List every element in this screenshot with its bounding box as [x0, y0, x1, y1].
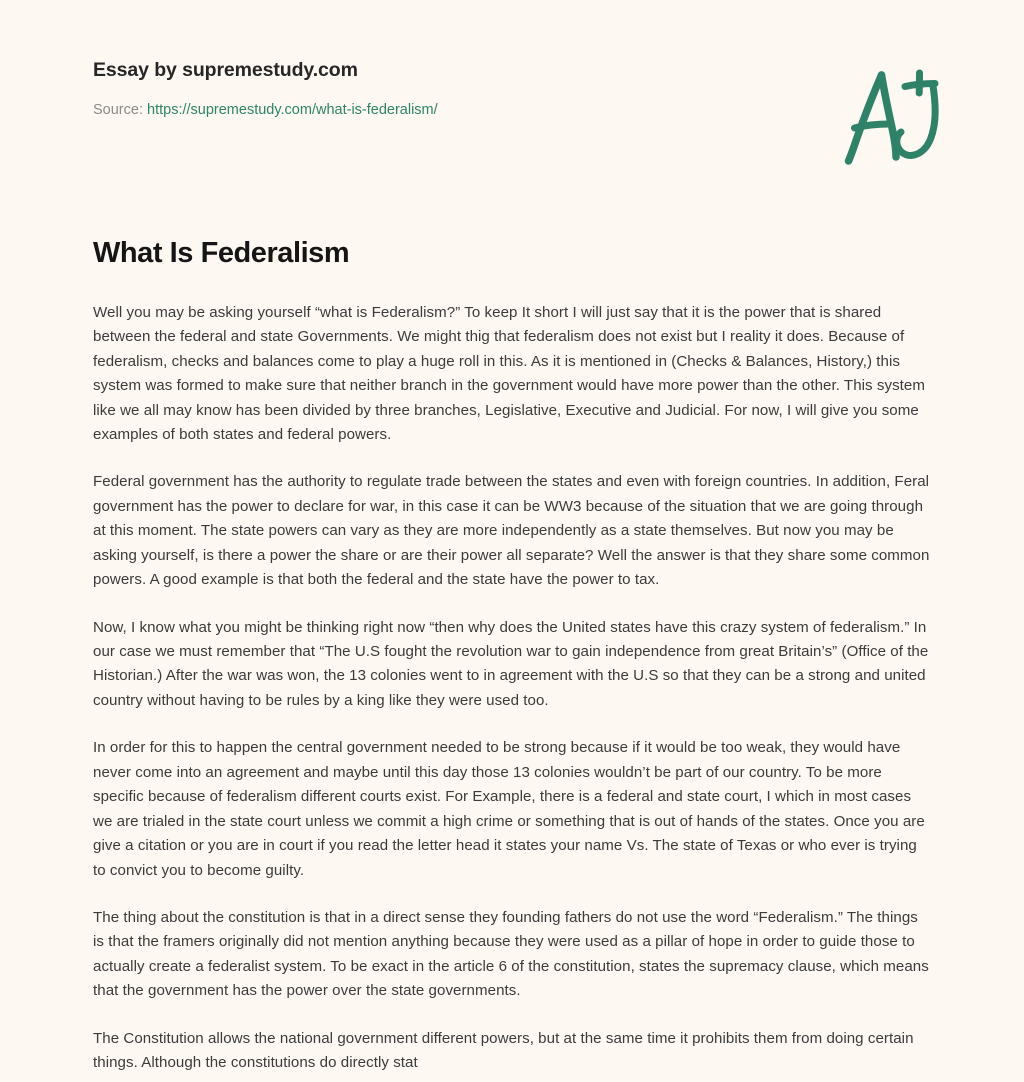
source-line	[93, 101, 931, 120]
paragraph: Federal government has the authority to regulate trade between the states and even with foreign countries. In addition, Feral government has the power to declare for war, in this case it can be WW3 because of the situation that we are going through at this moment. The state powers can vary as they are more independently as a state themselves. But now you may be asking yourself, is there a power the share or are their power all separate? Well the answer is that they share some common powers. A good example is that both the federal and the state have the power to tax.	[93, 473, 930, 589]
page-header	[0, 0, 1024, 160]
paragraph: The Constitution allows the national government different powers, but at the same time it prohibits them from doing certain things. Although the constitutions do directly stat	[93, 1029, 914, 1072]
byline: Essay by supremestudy.com	[93, 59, 358, 81]
essay-body	[93, 301, 931, 1076]
a-plus-logo	[834, 62, 946, 170]
a-plus-logo-icon	[834, 62, 946, 170]
source-label: Source:	[93, 102, 143, 119]
article	[0, 160, 1024, 1076]
paragraph: The thing about the constitution is that in a direct sense they founding fathers do not use the word “Federalism.” The things is that the framers originally did not mention anything because they were used as a pillar of hope in order to guide those to actually create a federalist system. To be exact in the article 6 of the constitution, states the supremacy clause, which means that the government has the power over the state governments.	[93, 908, 929, 1000]
source-url-link[interactable]: https://supremestudy.com/what-is-federalism/	[147, 102, 438, 119]
paragraph: In order for this to happen the central government needed to be strong because if it would be too weak, they would have never come into an agreement and maybe until this day those 13 colonies wouldn’t be part of our country. To be more specific because of federalism different courts exist. For Example, there is a federal and state court, I which in most cases we are trialed in the state court unless we commit a high crime or something that is out of hands of the states. Once you are give a citation or you are in court if you read the letter head it states your name Vs. The state of Texas or who ever is trying to convict you to become guilty.	[93, 739, 925, 879]
page-title: What Is Federalism	[93, 237, 350, 269]
paragraph: Now, I know what you might be thinking right now “then why does the United states have this crazy system of federalism.” In our case we must remember that “The U.S fought the revolution war to gain independence from great Britain’s” (Office of the Historian.) After the war was won, the 13 colonies went to in agreement with the U.S so that they can be a strong and united country without having to be rules by a king like they were used too.	[93, 618, 929, 709]
paragraph: Well you may be asking yourself “what is Federalism?” To keep It short I will just say that it is the power that is shared between the federal and state Governments. We might thig that federalism does not exist but I reality it does. Because of federalism, checks and balances come to play a huge roll in this. As it is mentioned in (Checks & Balances, History,) this system was formed to make sure that neither branch in the government would have more power than the other. This system like we all may know has been divided by three branches, Legislative, Executive and Judicial. For now, I will give you some examples of both states and federal powers.	[93, 303, 925, 443]
